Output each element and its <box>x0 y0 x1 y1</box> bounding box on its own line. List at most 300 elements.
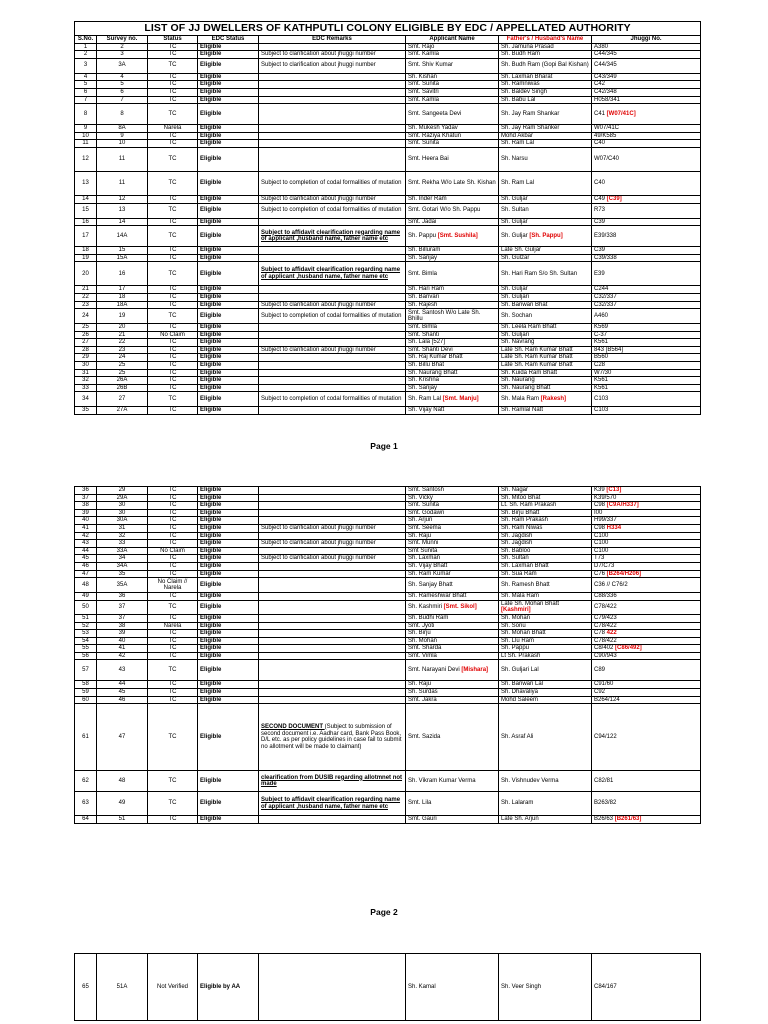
father-husband-name-cell: Sh. Dhavaliya <box>499 689 592 697</box>
sno-cell: 52 <box>75 622 97 630</box>
edc-remarks-cell <box>259 681 406 689</box>
edc-remarks-cell <box>259 637 406 645</box>
father-husband-name-cell: Sh. Nagar <box>499 487 592 495</box>
applicant-name-cell: Smt. Jakra <box>406 696 499 704</box>
edc-status-cell: Eligible <box>198 407 259 415</box>
table-row <box>75 81 701 89</box>
jhuggi-no-cell: E39/338 <box>592 226 701 247</box>
status-cell: TC <box>148 104 198 125</box>
survey-no-cell: 32 <box>97 532 148 540</box>
edc-remarks-cell <box>259 593 406 601</box>
father-husband-name-cell: Sh. Mohan <box>499 614 592 622</box>
table-row <box>75 203 701 218</box>
jhuggi-no-cell: C89 <box>592 660 701 681</box>
edc-remarks-cell <box>259 562 406 570</box>
applicant-name-cell: Smt. Heera Bai <box>406 147 499 171</box>
applicant-name-cell: Smt. Narayani Devi [Mishara] <box>406 660 499 681</box>
jhuggi-no-cell: C92 <box>592 689 701 697</box>
jhuggi-no-cell: W07/41C <box>592 125 701 133</box>
applicant-name-cell: Sh. Mohan <box>406 637 499 645</box>
jhuggi-no-cell: K569 <box>592 324 701 332</box>
father-husband-name-cell: Sh. Vishnudev Verma <box>499 771 592 792</box>
applicant-name-cell: Sh. Vikram Kumar Verma <box>406 771 499 792</box>
table-row <box>75 578 701 593</box>
father-husband-name-cell: Late Sh. Guljar <box>499 247 592 255</box>
survey-no-cell: 25 <box>97 362 148 370</box>
header-father-husband-name: Father's / Husband's Name <box>499 36 592 44</box>
edc-remarks-cell: Subject to completion of codal formalities of mutation <box>259 203 406 218</box>
table-row <box>75 600 701 614</box>
survey-no-cell: 35A <box>97 578 148 593</box>
father-husband-name-cell: Sh. Sultan <box>499 203 592 218</box>
status-cell: TC <box>148 384 198 392</box>
edc-status-cell: Eligible <box>198 377 259 385</box>
father-husband-name-cell: Sh. Ramesh Bhatt <box>499 578 592 593</box>
jhuggi-no-cell: C39 <box>592 218 701 226</box>
table-row <box>75 555 701 563</box>
jhuggi-no-cell: C98 [C9A/H337] <box>592 502 701 510</box>
edc-remarks-cell <box>259 339 406 347</box>
survey-no-cell: 31 <box>97 524 148 532</box>
sno-cell: 44 <box>75 547 97 555</box>
applicant-name-cell: Smt. Gotari W/o Sh. Pappu <box>406 203 499 218</box>
edc-remarks-cell <box>259 570 406 578</box>
table-row <box>75 43 701 51</box>
father-husband-name-cell: Sh. Laxman Bhatt <box>499 562 592 570</box>
table-row <box>75 195 701 203</box>
edc-status-cell: Eligible <box>198 384 259 392</box>
table-row <box>75 487 701 495</box>
survey-no-cell: 21 <box>97 331 148 339</box>
edc-status-cell: Eligible <box>198 262 259 286</box>
survey-no-cell: 27A <box>97 407 148 415</box>
jhuggi-no-cell: C103 <box>592 392 701 407</box>
applicant-name-cell: Smt. Seema <box>406 524 499 532</box>
table-row <box>75 293 701 301</box>
edc-remarks-cell <box>259 140 406 148</box>
sno-cell: 20 <box>75 262 97 286</box>
edc-remarks-cell <box>259 104 406 125</box>
edc-remarks-cell: Subject to affidavit clearification regarding name of applicant ,husband name, father name etc <box>259 262 406 286</box>
status-cell: TC <box>148 630 198 638</box>
jhuggi-no-cell: C78 422 <box>592 630 701 638</box>
sno-cell: 10 <box>75 132 97 140</box>
applicant-name-cell: Smt. Godawri <box>406 509 499 517</box>
applicant-name-cell: Sh. Kashmiri [Smt. Sikol] <box>406 600 499 614</box>
applicant-name-cell: Sh. Kishan <box>406 73 499 81</box>
survey-no-cell: 14A <box>97 226 148 247</box>
edc-status-cell: Eligible <box>198 681 259 689</box>
jhuggi-no-cell: C82/81 <box>592 771 701 792</box>
jhuggi-no-cell: C244 <box>592 286 701 294</box>
edc-remarks-cell <box>259 407 406 415</box>
sno-cell: 33 <box>75 384 97 392</box>
sno-cell: 39 <box>75 509 97 517</box>
edc-status-cell: Eligible <box>198 346 259 354</box>
survey-no-cell: 47 <box>97 704 148 771</box>
table-row <box>75 384 701 392</box>
jhuggi-no-cell: C49 [C39] <box>592 195 701 203</box>
sno-cell: 31 <box>75 369 97 377</box>
edc-remarks-cell <box>259 487 406 495</box>
father-husband-name-cell: Mohd Akbar <box>499 132 592 140</box>
status-cell: TC <box>148 593 198 601</box>
sno-cell: 9 <box>75 125 97 133</box>
survey-no-cell: 25 <box>97 369 148 377</box>
father-husband-name-cell: Late Sh. Arjun <box>499 816 592 824</box>
status-cell: TC <box>148 58 198 73</box>
edc-remarks-cell: Subject to affidavit clearification regarding name of applicant ,husband name, father name etc <box>259 226 406 247</box>
sno-cell: 53 <box>75 630 97 638</box>
table-row <box>75 140 701 148</box>
status-cell: TC <box>148 88 198 96</box>
sno-cell: 21 <box>75 286 97 294</box>
survey-no-cell: 40 <box>97 637 148 645</box>
sno-cell: 60 <box>75 696 97 704</box>
table-row <box>75 816 701 824</box>
status-cell: TC <box>148 771 198 792</box>
jhuggi-no-cell: C103 <box>592 407 701 415</box>
sno-cell: 3 <box>75 58 97 73</box>
sno-cell: 14 <box>75 195 97 203</box>
applicant-name-cell: Sh. Sanjay Bhatt <box>406 578 499 593</box>
edc-status-cell: Eligible <box>198 524 259 532</box>
edc-remarks-cell <box>259 547 406 555</box>
edc-status-cell: Eligible <box>198 547 259 555</box>
table-row <box>75 339 701 347</box>
survey-no-cell: 27 <box>97 392 148 407</box>
applicant-name-cell: Sh. Krishna <box>406 377 499 385</box>
survey-no-cell: 38 <box>97 622 148 630</box>
applicant-name-cell: Smt. Santosh <box>406 487 499 495</box>
father-husband-name-cell: Sh. Asraf Ali <box>499 704 592 771</box>
father-husband-name-cell: Late Sh. Ram Kumar Bhatt <box>499 362 592 370</box>
table-row <box>75 254 701 262</box>
edc-status-cell: Eligible <box>198 324 259 332</box>
edc-remarks-cell <box>259 509 406 517</box>
applicant-name-cell: Smt. Savitri <box>406 88 499 96</box>
table-row <box>75 696 701 704</box>
jhuggi-no-cell: C36 // C76/2 <box>592 578 701 593</box>
sno-cell: 57 <box>75 660 97 681</box>
father-husband-name-cell: Sh. Sua Ram <box>499 570 592 578</box>
edc-status-cell: Eligible <box>198 622 259 630</box>
jhuggi-no-cell: E39 <box>592 262 701 286</box>
father-husband-name-cell: Sh. Jay Ram Shankar <box>499 104 592 125</box>
applicant-name-cell: Smt. Kamla <box>406 96 499 104</box>
edc-remarks-cell <box>259 954 406 1021</box>
status-cell: TC <box>148 147 198 171</box>
table-row <box>75 593 701 601</box>
applicant-name-cell: Smt. Gauri <box>406 816 499 824</box>
edc-status-cell: Eligible <box>198 58 259 73</box>
table-row <box>75 171 701 195</box>
jhuggi-no-cell: C98 H334 <box>592 524 701 532</box>
jhuggi-no-cell: A460 <box>592 309 701 324</box>
table-row <box>75 704 701 771</box>
jhuggi-no-cell: C91/60 <box>592 681 701 689</box>
header-row <box>75 36 701 44</box>
table-row <box>75 524 701 532</box>
sno-cell: 2 <box>75 51 97 59</box>
survey-no-cell: 51A <box>97 954 148 1021</box>
table-row <box>75 262 701 286</box>
jhuggi-no-cell: B26/63 [B261/63] <box>592 816 701 824</box>
survey-no-cell: 33A <box>97 547 148 555</box>
applicant-name-cell: Smt. Munni <box>406 540 499 548</box>
father-husband-name-cell: Sh. Narsu <box>499 147 592 171</box>
sno-cell: 29 <box>75 354 97 362</box>
page-2-sheet <box>74 486 700 824</box>
edc-remarks-cell <box>259 645 406 653</box>
father-husband-name-cell: Late Sh. Ram Kumar Bhatt <box>499 354 592 362</box>
jhuggi-no-cell: C41 [W07/41C] <box>592 104 701 125</box>
table-row <box>75 301 701 309</box>
jhuggi-no-cell: C94/122 <box>592 704 701 771</box>
edc-status-cell: Eligible <box>198 392 259 407</box>
edc-remarks-cell <box>259 660 406 681</box>
father-husband-name-cell: Sh. Ram Niwas <box>499 524 592 532</box>
father-husband-name-cell: Sh. Sochan <box>499 309 592 324</box>
edc-status-cell: Eligible <box>198 247 259 255</box>
survey-no-cell: 14 <box>97 218 148 226</box>
table-row <box>75 502 701 510</box>
status-cell: Narela <box>148 125 198 133</box>
father-husband-name-cell: Sh. Birju Bhatt <box>499 509 592 517</box>
edc-remarks-cell <box>259 354 406 362</box>
status-cell: TC <box>148 346 198 354</box>
father-husband-name-cell: Sh. Babloo <box>499 547 592 555</box>
edc-remarks-cell: Subject to clarification about jhuggi number <box>259 301 406 309</box>
edc-remarks-cell: Subject to clarification about jhuggi number <box>259 195 406 203</box>
edc-remarks-cell <box>259 369 406 377</box>
status-cell: TC <box>148 81 198 89</box>
edc-remarks-cell <box>259 652 406 660</box>
edc-status-cell: Eligible <box>198 555 259 563</box>
edc-remarks-cell <box>259 532 406 540</box>
applicant-name-cell: Sh. Naurang Bhatt <box>406 369 499 377</box>
father-husband-name-cell: Sh. Budh Ram <box>499 51 592 59</box>
applicant-name-cell: Smt. Sunita <box>406 140 499 148</box>
edc-status-cell: Eligible <box>198 96 259 104</box>
edc-status-cell: Eligible <box>198 509 259 517</box>
table-row <box>75 51 701 59</box>
status-cell: TC <box>148 614 198 622</box>
applicant-name-cell: Smt. Sunita <box>406 81 499 89</box>
sno-cell: 47 <box>75 570 97 578</box>
status-cell: Not Verified <box>148 954 198 1021</box>
status-cell: TC <box>148 218 198 226</box>
status-cell: TC <box>148 247 198 255</box>
applicant-name-cell: Sh. Vijay Bhatt <box>406 562 499 570</box>
edc-status-cell: Eligible <box>198 362 259 370</box>
sno-cell: 32 <box>75 377 97 385</box>
sno-cell: 24 <box>75 309 97 324</box>
header-sno: S.No. <box>75 36 97 44</box>
jhuggi-no-cell: 49/K585 <box>592 132 701 140</box>
applicant-name-cell: Smt. Rekha W/o Late Sh. Kishan <box>406 171 499 195</box>
edc-remarks-cell <box>259 218 406 226</box>
table-row <box>75 104 701 125</box>
father-husband-name-cell: Sh. Banwari Bhat <box>499 301 592 309</box>
survey-no-cell: 33 <box>97 540 148 548</box>
applicant-name-cell: Smt. Rajo <box>406 43 499 51</box>
father-husband-name-cell: Sh. Mala Ram [Rakesh] <box>499 392 592 407</box>
edc-remarks-cell <box>259 286 406 294</box>
sno-cell: 63 <box>75 792 97 816</box>
table-row <box>75 407 701 415</box>
edc-remarks-cell <box>259 494 406 502</box>
edc-remarks-cell <box>259 293 406 301</box>
edc-status-cell: Eligible <box>198 532 259 540</box>
sno-cell: 56 <box>75 652 97 660</box>
jhuggi-no-cell: C39 <box>592 247 701 255</box>
table-row <box>75 218 701 226</box>
edc-remarks-cell <box>259 816 406 824</box>
status-cell: TC <box>148 339 198 347</box>
father-husband-name-cell: Sh. Mohan Bhatt <box>499 630 592 638</box>
edc-remarks-cell <box>259 132 406 140</box>
applicant-name-cell: Sh. Surdas <box>406 689 499 697</box>
status-cell: TC <box>148 704 198 771</box>
survey-no-cell: 15 <box>97 247 148 255</box>
sno-cell: 45 <box>75 555 97 563</box>
page-label-1: Page 1 <box>370 441 398 451</box>
survey-no-cell: 39 <box>97 630 148 638</box>
applicant-name-cell: Sh. Raju <box>406 681 499 689</box>
applicant-name-cell: Sh. Pappu [Smt. Sushila] <box>406 226 499 247</box>
edc-status-cell: Eligible <box>198 88 259 96</box>
sno-cell: 23 <box>75 301 97 309</box>
jhuggi-no-cell: C100 <box>592 540 701 548</box>
header-edc-remarks: EDC Remarks <box>259 36 406 44</box>
status-cell: TC <box>148 254 198 262</box>
sno-cell: 6 <box>75 88 97 96</box>
table-row <box>75 132 701 140</box>
status-cell: Narela <box>148 622 198 630</box>
edc-status-cell: Eligible <box>198 689 259 697</box>
jhuggi-no-cell: D7/C73 <box>592 562 701 570</box>
status-cell: TC <box>148 132 198 140</box>
sno-cell: 4 <box>75 73 97 81</box>
survey-no-cell: 8A <box>97 125 148 133</box>
applicant-name-cell: Smt. Vimla <box>406 652 499 660</box>
header-survey-no: Survey no. <box>97 36 148 44</box>
edc-status-cell: Eligible <box>198 195 259 203</box>
survey-no-cell: 45 <box>97 689 148 697</box>
status-cell: TC <box>148 171 198 195</box>
applicant-name-cell: Smt. Jyoti <box>406 622 499 630</box>
applicant-name-cell: Smt. Sharda <box>406 645 499 653</box>
applicant-name-cell: Sh. Inder Ram <box>406 195 499 203</box>
jhuggi-no-cell: C32/337 <box>592 293 701 301</box>
applicant-name-cell: Smt Sunita <box>406 547 499 555</box>
sno-cell: 35 <box>75 407 97 415</box>
status-cell: No Claim // Narela <box>148 578 198 593</box>
table-row <box>75 346 701 354</box>
jhuggi-no-cell: I00 <box>592 509 701 517</box>
applicant-name-cell: Sh. Kamal <box>406 954 499 1021</box>
sno-cell: 51 <box>75 614 97 622</box>
edc-status-cell: Eligible <box>198 43 259 51</box>
applicant-name-cell: Smt. Jadai <box>406 218 499 226</box>
sno-cell: 1 <box>75 43 97 51</box>
survey-no-cell: 26A <box>97 377 148 385</box>
applicant-name-cell: Smt. Sazida <box>406 704 499 771</box>
edc-remarks-cell <box>259 614 406 622</box>
survey-no-cell: 3A <box>97 58 148 73</box>
applicant-name-cell: Sh. Birju <box>406 630 499 638</box>
status-cell: TC <box>148 487 198 495</box>
edc-status-cell: Eligible <box>198 354 259 362</box>
applicant-name-cell: Sh. Billuram <box>406 247 499 255</box>
jhuggi-no-cell: C42/348 <box>592 88 701 96</box>
survey-no-cell: 29 <box>97 487 148 495</box>
applicant-name-cell: Sh. Lala [527] <box>406 339 499 347</box>
survey-no-cell: 23 <box>97 346 148 354</box>
edc-remarks-cell: SECOND DOCUMENT (Subject to submission of second document i.e. Aadhar card, Bank Pass Book, D/L etc. as per policy guidelines in case fail to submit no allotment will be made to claimant) <box>259 704 406 771</box>
survey-no-cell: 17 <box>97 286 148 294</box>
document-title: LIST OF JJ DWELLERS OF KATHPUTLI COLONY ELIGIBLE BY EDC / APPELLATED AUTHORITY <box>75 22 701 36</box>
applicant-name-cell: Smt. Sangeeta Devi <box>406 104 499 125</box>
edc-remarks-cell <box>259 377 406 385</box>
father-husband-name-cell: Sh. Banwari Lal <box>499 681 592 689</box>
edc-remarks-cell <box>259 696 406 704</box>
status-cell: TC <box>148 652 198 660</box>
edc-remarks-cell <box>259 331 406 339</box>
survey-no-cell: 51 <box>97 816 148 824</box>
table-row <box>75 147 701 171</box>
jhuggi-no-cell: C100 <box>592 547 701 555</box>
edc-remarks-cell <box>259 600 406 614</box>
applicant-name-cell: Smt. Bimla <box>406 262 499 286</box>
jhuggi-no-cell: C78/422 <box>592 637 701 645</box>
jhuggi-no-cell: C79/423 <box>592 614 701 622</box>
edc-status-cell: Eligible <box>198 792 259 816</box>
applicant-name-cell: Sh. Raju <box>406 532 499 540</box>
jhuggi-no-cell: R73 <box>592 203 701 218</box>
survey-no-cell: 46 <box>97 696 148 704</box>
sno-cell: 18 <box>75 247 97 255</box>
survey-no-cell: 44 <box>97 681 148 689</box>
table-row <box>75 562 701 570</box>
header-edc-status: EDC Status <box>198 36 259 44</box>
edc-remarks-cell: Subject to completion of codal formalities of mutation <box>259 392 406 407</box>
sno-cell: 25 <box>75 324 97 332</box>
page-1-sheet <box>74 21 700 415</box>
status-cell: TC <box>148 494 198 502</box>
jhuggi-no-cell: K39/570 <box>592 494 701 502</box>
applicant-name-cell: Smt. Sunita <box>406 502 499 510</box>
applicant-name-cell: Sh. Ram Lal [Smt. Manju] <box>406 392 499 407</box>
sno-cell: 13 <box>75 171 97 195</box>
table-row <box>75 622 701 630</box>
applicant-name-cell: Sh. Vicky <box>406 494 499 502</box>
father-husband-name-cell: Sh. Ram Lal <box>499 140 592 148</box>
edc-remarks-cell <box>259 43 406 51</box>
sno-cell: 54 <box>75 637 97 645</box>
sno-cell: 48 <box>75 578 97 593</box>
father-husband-name-cell: Sh. Llu Ram <box>499 637 592 645</box>
status-cell: TC <box>148 524 198 532</box>
jhuggi-no-cell: B560 <box>592 354 701 362</box>
father-husband-name-cell: Sh. Jagdish <box>499 532 592 540</box>
sno-cell: 28 <box>75 346 97 354</box>
status-cell: TC <box>148 562 198 570</box>
sno-cell: 64 <box>75 816 97 824</box>
father-husband-name-cell: Sh. Budh Ram (Gopi Bal Kishan) <box>499 58 592 73</box>
status-cell: TC <box>148 51 198 59</box>
